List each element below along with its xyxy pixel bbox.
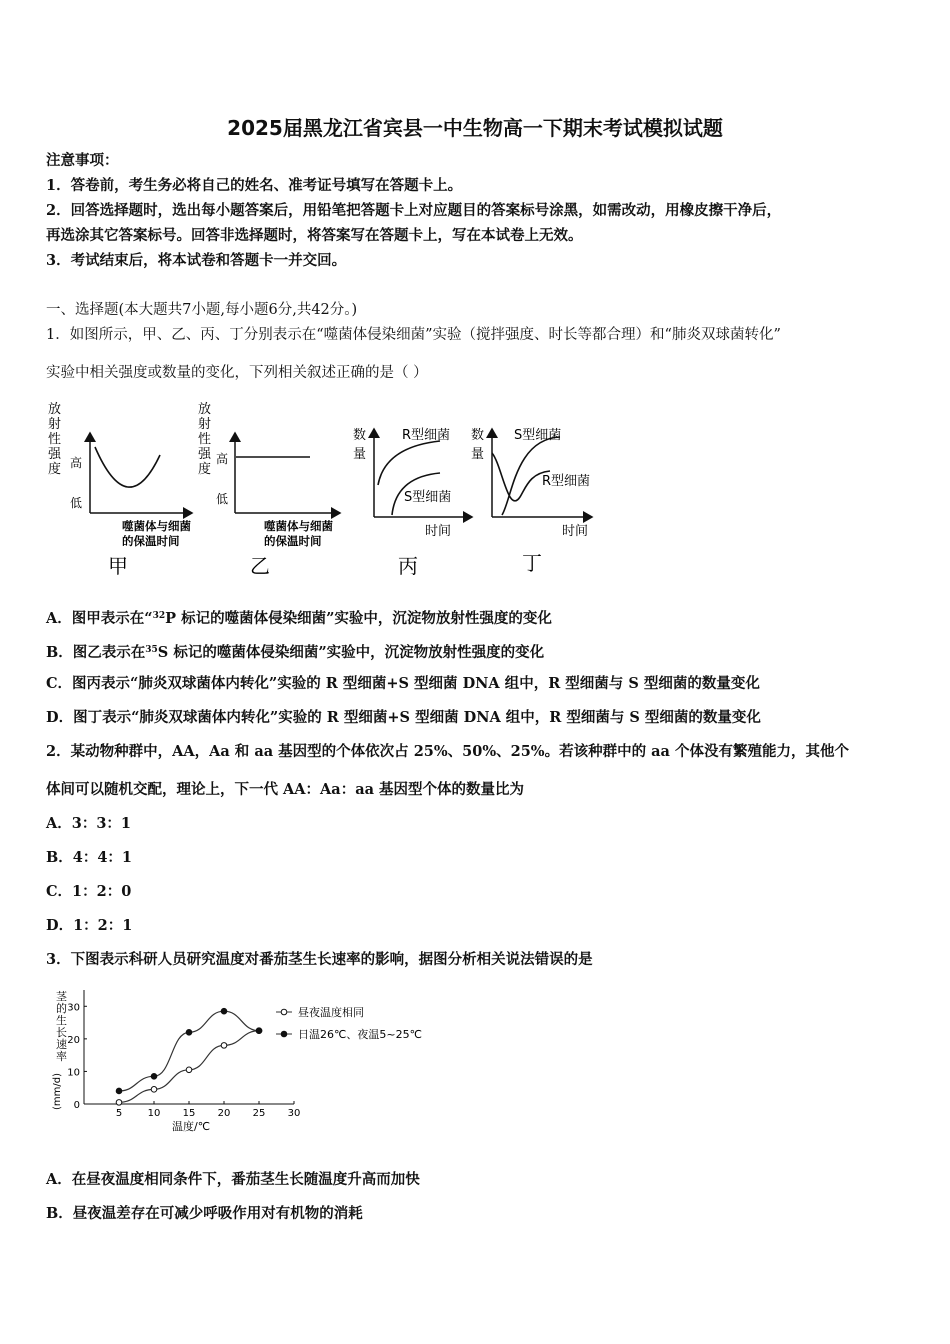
bing-curve-r: [378, 441, 440, 485]
q2-option-d: D．1：2：1: [46, 917, 133, 934]
q3-legend-label: 日温26℃、夜温5~25℃: [298, 1028, 422, 1041]
q3-ylabel-unit: (mm/d): [52, 1072, 63, 1110]
q1-stem-line2: 实验中相关强度或数量的变化，下列相关叙述正确的是（ ）: [46, 365, 428, 381]
q2-option-a: A．3：3：1: [46, 815, 132, 832]
yi-xlabel-2: 的保温时间: [264, 534, 322, 548]
jia-ylabel-1: 放: [48, 402, 62, 417]
q3-ytick-label: 10: [67, 1067, 80, 1079]
ding-ylabel-2: 量: [471, 447, 485, 462]
q3-ylabel-char: 茎: [56, 990, 67, 1003]
jia-ylabel-4: 强: [48, 447, 62, 462]
jia-ylabel-5: 度: [48, 462, 62, 477]
page-title: 2025届黑龙江省宾县一中生物高一下期末考试模拟试题: [227, 116, 723, 140]
yi-low: 低: [216, 492, 229, 506]
q3-legend: [276, 1005, 422, 1041]
ding-label-r: R型细菌: [542, 474, 591, 489]
bing-ylabel-2: 量: [353, 447, 367, 462]
ding-name: 丁: [522, 551, 542, 575]
q3-ylabel-char: 率: [56, 1050, 67, 1063]
q1-option-d: D．图丁表示“肺炎双球菌体内转化”实验的 R 型细菌+S 型细菌 DNA 组中，R 型细菌与 S 型细菌的数量变化: [46, 709, 761, 726]
q3-point-2: [151, 1074, 157, 1080]
bing-name: 丙: [398, 554, 418, 578]
q2-option-b: B．4：4：1: [46, 849, 133, 866]
q3-xtick-label: 10: [147, 1108, 161, 1119]
jia-name: 甲: [108, 554, 128, 578]
yi-ylabel-2: 射: [198, 417, 212, 432]
jia-xlabel-2: 的保温时间: [122, 534, 180, 548]
figure-ding: [471, 427, 592, 575]
q3-ylabel-char: 生: [56, 1014, 67, 1027]
jia-ylabel-3: 性: [48, 432, 62, 447]
q3-option-a: A．在昼夜温度相同条件下，番茄茎生长随温度升高而加快: [46, 1171, 420, 1188]
ding-ylabel-1: 数: [471, 428, 485, 443]
notice-item-2: 2．回答选择题时，选出每小题答案后，用铅笔把答题卡上对应题目的答案标号涂黑，如需改动，用橡皮擦干净后，: [46, 202, 782, 219]
ding-xlabel: 时间: [562, 524, 589, 539]
q3-point-2: [221, 1008, 227, 1014]
q3-series-line-2: [119, 1011, 259, 1091]
q3-point-2: [186, 1030, 192, 1036]
q2-stem-line2: 体间可以随机交配，理论上，下一代 AA：Aa：aa 基因型个体的数量比为: [46, 781, 525, 798]
q3-legend-marker: [281, 1009, 287, 1015]
q1-option-b-sup: 35: [145, 645, 158, 655]
q3-point-1: [151, 1087, 157, 1093]
q3-xlabel: 温度/℃: [172, 1120, 211, 1133]
yi-high: 高: [216, 452, 229, 466]
q2-stem-line1: 2．某动物种群中，AA，Aa 和 aa 基因型的个体依次占 25%、50%、25%。若该种群中的 aa 个体没有繁殖能力，其他个: [46, 743, 849, 760]
ding-label-s: S型细菌: [514, 428, 562, 443]
q3-series: [116, 1008, 262, 1105]
q3-ylabel-char: 的: [56, 1002, 67, 1015]
bing-label-s: S型细菌: [404, 490, 452, 505]
q1-option-a-post: P 标记的噬菌体侵染细菌”实验中，沉淀物放射性强度的变化: [165, 610, 552, 627]
notice-item-2-cont: 再选涂其它答案标号。回答非选择题时，将答案写在答题卡上，写在本试卷上无效。: [46, 227, 583, 244]
bing-ylabel-1: 数: [353, 428, 367, 443]
q3-ticks: [67, 1002, 300, 1119]
yi-ylabel-4: 强: [198, 447, 212, 462]
q3-xtick-label: 15: [182, 1108, 196, 1119]
q3-xtick-label: 25: [252, 1108, 266, 1119]
q1-option-a-pre: A．图甲表示在“: [46, 610, 153, 627]
q1-stem-line1: 1．如图所示，甲、乙、丙、丁分别表示在“噬菌体侵染细菌”实验（搅拌强度、时长等都合理）和“肺炎双球菌转化”: [46, 327, 781, 343]
q3-legend-marker: [281, 1031, 287, 1037]
q3-ylabel-char: 速: [56, 1038, 67, 1051]
q3-ylabel-text: [56, 989, 68, 1063]
yi-ylabel-1: 放: [198, 402, 212, 417]
notice-item-3: 3．考试结束后，将本试卷和答题卡一并交回。: [46, 252, 347, 269]
q3-legend-label: 昼夜温度相同: [298, 1006, 364, 1019]
q1-option-b-pre: B．图乙表示在: [46, 644, 146, 661]
yi-name: 乙: [250, 554, 270, 578]
yi-ylabel-3: 性: [198, 432, 212, 447]
yi-xlabel-1: 噬菌体与细菌: [264, 519, 333, 533]
figure-yi: [198, 402, 340, 578]
q3-axes: [84, 990, 294, 1104]
jia-low: 低: [70, 496, 83, 510]
notice-heading: 注意事项：: [46, 152, 119, 169]
jia-curve: [95, 447, 160, 487]
q1-option-c: C．图丙表示“肺炎双球菌体内转化”实验的 R 型细菌+S 型细菌 DNA 组中，R 型细菌与 S 型细菌的数量变化: [46, 675, 760, 692]
q3-point-2: [116, 1088, 122, 1094]
q1-figures: [40, 395, 620, 585]
q3-stem: 3．下图表示科研人员研究温度对番茄茎生长速率的影响，据图分析相关说法错误的是: [46, 951, 593, 968]
yi-ylabel-5: 度: [198, 462, 212, 477]
q3-ytick-label: 30: [67, 1002, 80, 1014]
jia-high: 高: [70, 456, 83, 470]
q1-option-b: [46, 640, 544, 663]
q3-xtick-label: 30: [287, 1108, 301, 1119]
q3-ylabel: [52, 989, 68, 1110]
figure-jia: [48, 402, 192, 578]
q1-option-a-sup: 32: [152, 611, 166, 621]
q1-option-a: [46, 606, 552, 629]
q3-point-1: [116, 1100, 122, 1106]
jia-xlabel-1: 噬菌体与细菌: [122, 519, 191, 533]
bing-label-r: R型细菌: [402, 428, 451, 443]
q3-ytick-label: 0: [73, 1100, 80, 1111]
q3-point-2: [256, 1028, 262, 1034]
q3-point-1: [221, 1043, 227, 1049]
q3-xtick-label: 20: [217, 1108, 231, 1119]
q3-ylabel-char: 长: [56, 1026, 67, 1039]
bing-xlabel: 时间: [425, 524, 452, 539]
notice-item-1: 1．答卷前，考生务必将自己的姓名、准考证号填写在答题卡上。: [46, 177, 463, 194]
q3-option-b: B．昼夜温差存在可减少呼吸作用对有机物的消耗: [46, 1205, 363, 1222]
q3-xtick-label: 5: [115, 1108, 123, 1119]
q2-option-c: C．1：2：0: [46, 883, 132, 900]
q1-option-b-post: S 标记的噬菌体侵染细菌”实验中，沉淀物放射性强度的变化: [157, 644, 545, 661]
q3-point-1: [186, 1067, 192, 1073]
figure-bing: [353, 427, 472, 578]
section-heading: 一、选择题(本大题共7小题,每小题6分,共42分。): [46, 302, 358, 318]
q3-chart: [44, 982, 454, 1140]
q3-ytick-label: 20: [67, 1034, 80, 1046]
jia-ylabel-2: 射: [48, 417, 62, 432]
